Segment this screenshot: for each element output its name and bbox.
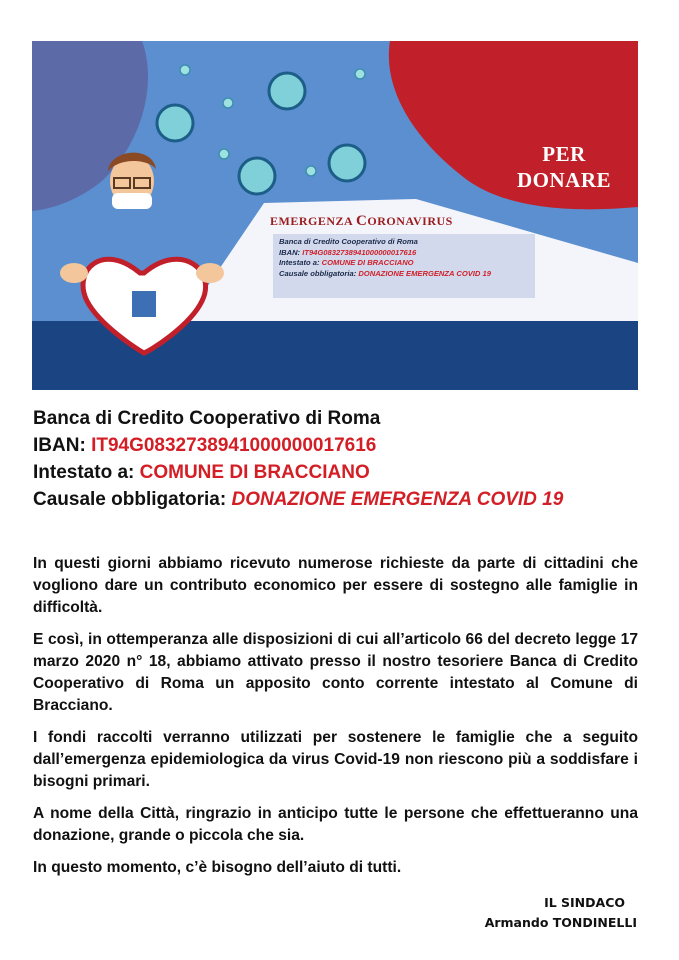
signature-name: Armando TONDINELLI — [484, 915, 637, 930]
donation-banner — [32, 41, 638, 390]
paragraph: In questi giorni abbiamo ricevuto numerose richieste da parte di cittadini che vogliono dare un contributo economico per essere di sostegno alle famiglie in difficoltà. — [33, 555, 638, 616]
holder-value: COMUNE DI BRACCIANO — [139, 462, 370, 483]
coat-of-arms-icon — [132, 291, 156, 317]
iban-value: IT94G0832738941000000017616 — [91, 435, 377, 456]
card-title: EMERGENZA CORONAVIRUS — [270, 213, 453, 229]
iban-line: IBAN: IT94G0832738941000000017616 — [33, 435, 377, 456]
card-holder: Intestato a: COMUNE DI BRACCIANO — [279, 258, 414, 267]
paragraph: In questo momento, c’è bisogno dell’aiuto di tutti. — [33, 859, 402, 876]
card-reason: Causale obbligatoria: DONAZIONE EMERGENZA COVID 19 — [279, 268, 491, 278]
letter-body — [33, 553, 638, 889]
signature — [485, 893, 637, 933]
paragraph: I fondi raccolti verranno utilizzati per sostenere le famiglie che a seguito dall’emergenza epidemiologica da virus Covid-19 non riescono più a soddisfare i bisogni primari. — [33, 729, 638, 790]
reason-value: DONAZIONE EMERGENZA COVID 19 — [231, 489, 564, 510]
holder-line: Intestato a: COMUNE DI BRACCIANO — [33, 462, 370, 483]
signature-title: IL SINDACO — [544, 895, 625, 910]
face-mask — [112, 193, 152, 209]
paragraph: E così, in ottemperanza alle disposizioni di cui all’articolo 66 del decreto legge 17 marzo 2020 n° 18, abbiamo attivato presso il nostro tesoriere Banca di Credito Cooperativo di Roma un apposito conto corrente intestato al Comune di Bracciano. — [33, 631, 638, 714]
paragraph: A nome della Città, ringrazio in anticipo tutte le persone che effettueranno una donazione, grande o piccola che sia. — [33, 805, 638, 844]
reason-line: Causale obbligatoria: DONAZIONE EMERGENZA COVID 19 — [33, 489, 564, 510]
card-details — [273, 234, 535, 298]
per-donare-heading: PER DONARE — [516, 142, 611, 192]
bank-details — [33, 405, 563, 513]
bank-name: Banca di Credito Cooperativo di Roma — [33, 408, 381, 429]
card-iban: IBAN: IT94G0832738941000000017616 — [279, 247, 417, 257]
card-bank: Banca di Credito Cooperativo di Roma — [279, 237, 418, 246]
